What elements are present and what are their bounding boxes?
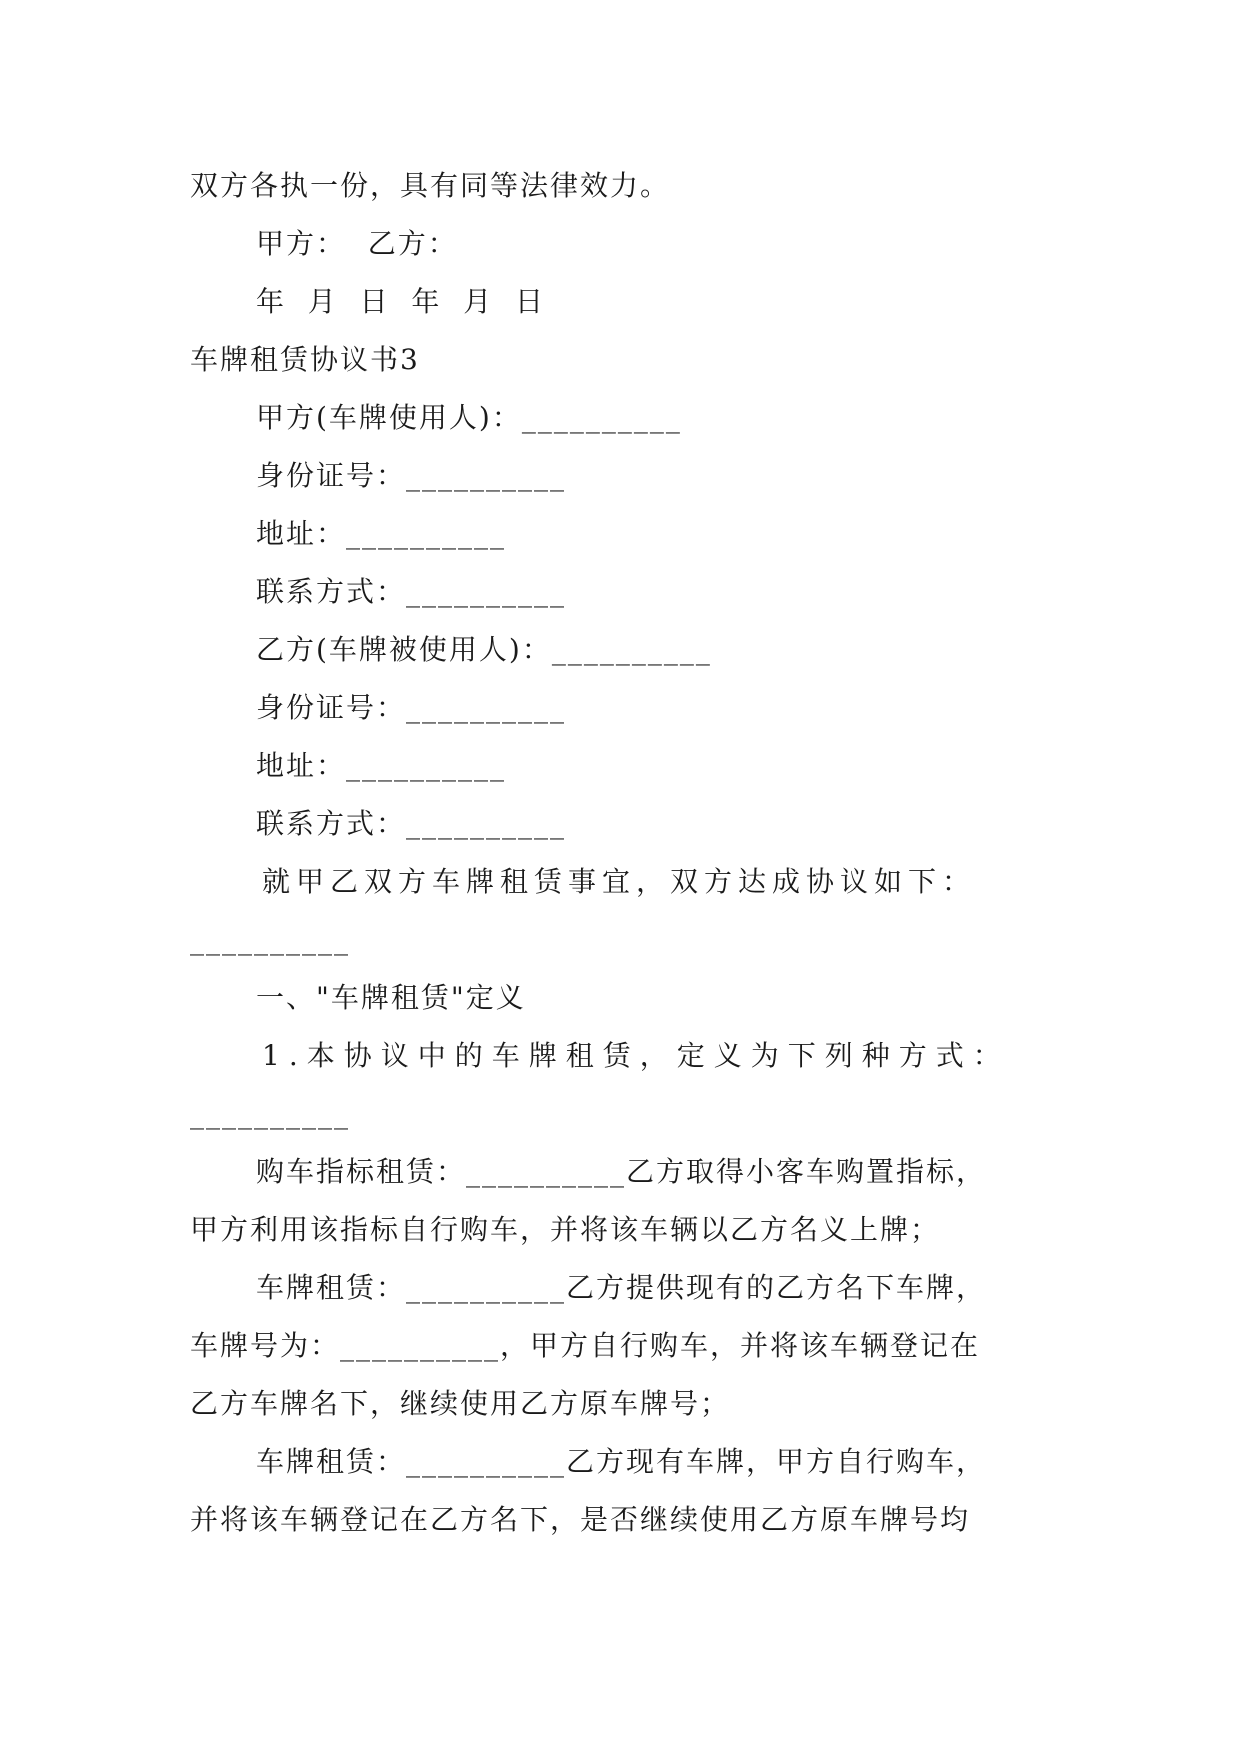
party-b-contact-line: 联系方式：__________	[256, 807, 567, 840]
party-b-name-line: 乙方(车牌被使用人)：__________	[256, 633, 712, 666]
party-b-address-line: 地址：__________	[256, 749, 507, 782]
party-a-id-line: 身份证号：__________	[256, 459, 567, 492]
clause-line: 并将该车辆登记在乙方名下，是否继续使用乙方原车牌号均	[190, 1503, 971, 1536]
party-b-id-line: 身份证号：__________	[256, 691, 567, 724]
signature-date-line: 年 月 日 年 月 日	[256, 285, 546, 318]
preamble-line: 就甲乙双方车牌租赁事宜，双方达成协议如下：	[262, 865, 977, 898]
blank-line: __________	[190, 1097, 350, 1130]
clause-line: 购车指标租赁：__________乙方取得小客车购置指标，	[256, 1155, 987, 1188]
text-line: 双方各执一份，具有同等法律效力。	[190, 169, 671, 202]
section-heading: 一、"车牌租赁"定义	[256, 981, 526, 1014]
clause-line: 车牌租赁：__________乙方提供现有的乙方名下车牌，	[256, 1271, 987, 1304]
party-a-name-line: 甲方(车牌使用人)：__________	[256, 401, 682, 434]
party-a-address-line: 地址：__________	[256, 517, 507, 550]
agreement-title: 车牌租赁协议书3	[190, 343, 420, 376]
clause-line: 1.本协议中的车牌租赁，定义为下列种方式：	[262, 1039, 1010, 1072]
clause-line: 车牌租赁：__________乙方现有车牌，甲方自行购车，	[256, 1445, 987, 1478]
blank-line: __________	[190, 923, 350, 956]
clause-line: 乙方车牌名下，继续使用乙方原车牌号；	[190, 1387, 731, 1420]
clause-line: 甲方利用该指标自行购车，并将该车辆以乙方名义上牌；	[190, 1213, 941, 1246]
signature-parties-line: 甲方： 乙方：	[256, 227, 458, 260]
clause-line: 车牌号为：__________，甲方自行购车，并将该车辆登记在	[190, 1329, 981, 1362]
party-a-contact-line: 联系方式：__________	[256, 575, 567, 608]
